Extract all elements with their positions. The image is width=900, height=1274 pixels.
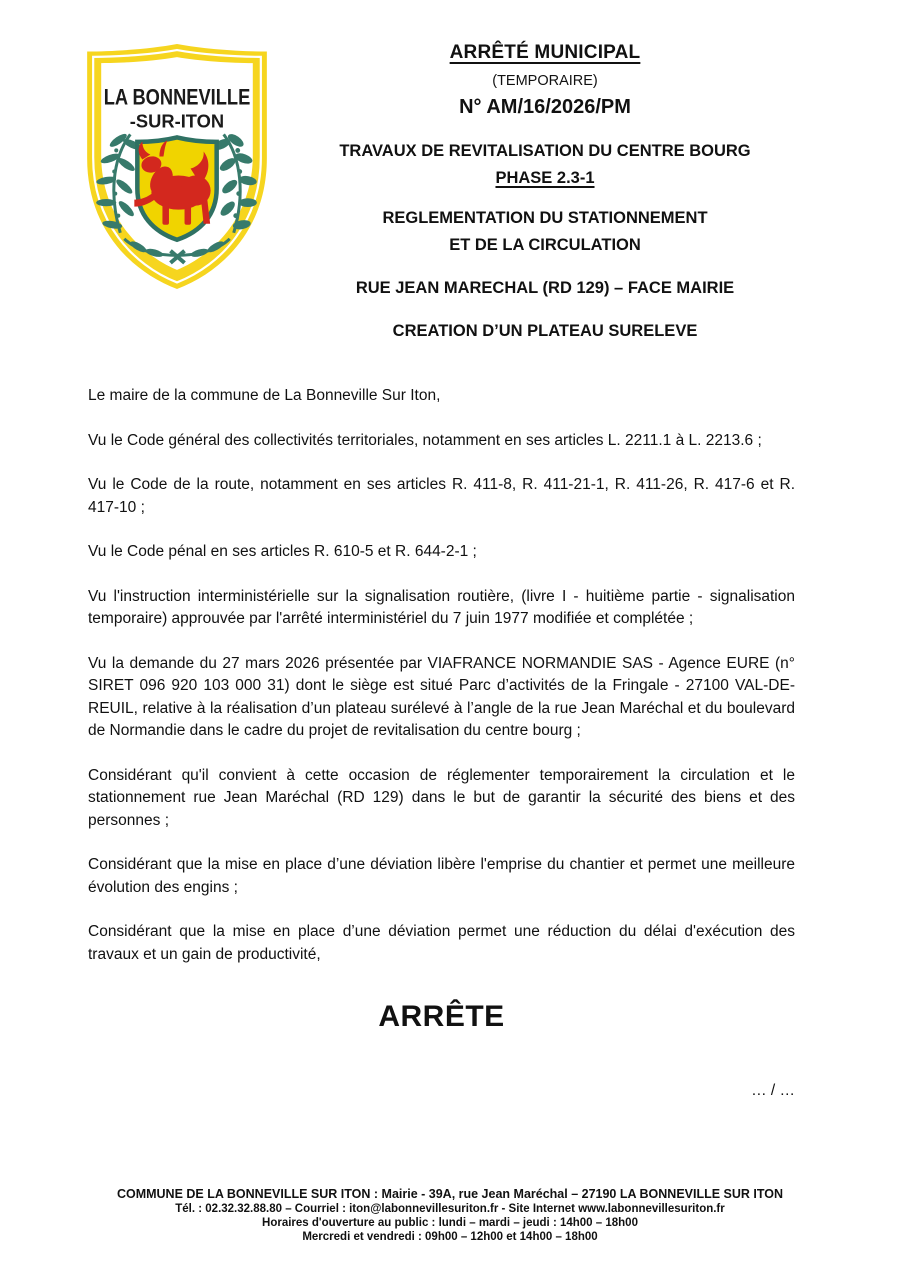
document-subtitle: (TEMPORAIRE): [492, 73, 598, 89]
footer-address-line: COMMUNE DE LA BONNEVILLE SUR ITON : Mairie - 39A, rue Jean Maréchal – 27190 LA BONNEVILLE SUR ITON: [116, 1187, 784, 1201]
body-paragraph: Le maire de la commune de La Bonneville Sur Iton,: [88, 387, 441, 404]
project-title: TRAVAUX DE REVITALISATION DU CENTRE BOURG: [339, 142, 751, 160]
logo-name-line2: -SUR-ITON: [129, 111, 225, 132]
footer-contact-line: Tél. : 02.32.32.88.80 – Courriel : iton@labonnevillesuriton.fr - Site Internet www.labonnevillesuriton.fr: [175, 1203, 725, 1215]
commune-coat-of-arms: [74, 40, 290, 298]
body-paragraph: Vu le Code général des collectivités territoriales, notamment en ses articles L. 2211.1 à L. 2213.6 ;: [88, 431, 762, 449]
phase-title: PHASE 2.3-1: [495, 169, 595, 187]
body-paragraph: Considérant que la mise en place d’une déviation permet une réduction du délai d'exécution des travaux et un gain de productivité,: [88, 923, 795, 963]
decision-heading: ARRÊTE: [378, 1000, 505, 1033]
footer-hours-line2: Mercredi et vendredi : 09h00 – 12h00 et 14h00 – 18h00: [302, 1230, 598, 1243]
body-paragraph: Considérant qu'il convient à cette occasion de réglementer temporairement la circulation et le stationnement rue Jean Maréchal (RD 129) dans le but de garantir la sécurité des biens et des personnes ;: [88, 766, 795, 829]
location-title: RUE JEAN MARECHAL (RD 129) – FACE MAIRIE: [355, 279, 735, 297]
document-body: [0, 385, 900, 1100]
body-paragraph: Vu la demande du 27 mars 2026 présentée par VIAFRANCE NORMANDIE SAS - Agence EURE (n° SIRET 096 920 103 000 31) dont le siège est situé Parc d’activités de la Fringale - 27100 VAL-DE-REUIL, relative à la réalisation d’un plateau surélevé à l’angle de la rue Jean Maréchal et du boulevard de Normandie dans le cadre du projet de revitalisation du centre bourg ;: [88, 654, 795, 739]
footer-hours-line1: Horaires d'ouverture au public : lundi – mardi – jeudi : 14h00 – 18h00: [262, 1216, 638, 1229]
regulation-line1: REGLEMENTATION DU STATIONNEMENT: [382, 209, 708, 227]
object-title: CREATION D’UN PLATEAU SURELEVE: [392, 322, 698, 340]
header-titles: [290, 40, 800, 341]
body-paragraph: Vu le Code pénal en ses articles R. 610-5 et R. 644-2-1 ;: [88, 543, 477, 560]
shield-logo-icon: [74, 40, 280, 293]
logo-name-line1: LA BONNEVILLE: [103, 84, 251, 110]
body-paragraph: Vu l'instruction interministérielle sur la signalisation routière, (livre I - huitième partie - signalisation temporaire) approuvée par l'arrêté interministériel du 7 juin 1977 modifiée et complétée ;: [88, 587, 795, 627]
body-paragraph: Considérant que la mise en place d’une déviation libère l'emprise du chantier et permet une meilleure évolution des engins ;: [88, 856, 795, 896]
regulation-line2: ET DE LA CIRCULATION: [449, 236, 641, 254]
document-number: N° AM/16/2026/PM: [459, 96, 631, 118]
body-paragraph: Vu le Code de la route, notamment en ses articles R. 411-8, R. 411-21-1, R. 411-26, R. 417-6 et R. 417-10 ;: [88, 476, 795, 516]
continuation-mark: … / …: [751, 1082, 795, 1099]
document-title: ARRÊTÉ MUNICIPAL: [449, 42, 641, 63]
document-header: [0, 0, 900, 341]
document-footer: [0, 1186, 900, 1244]
regulation-title: [290, 205, 800, 259]
